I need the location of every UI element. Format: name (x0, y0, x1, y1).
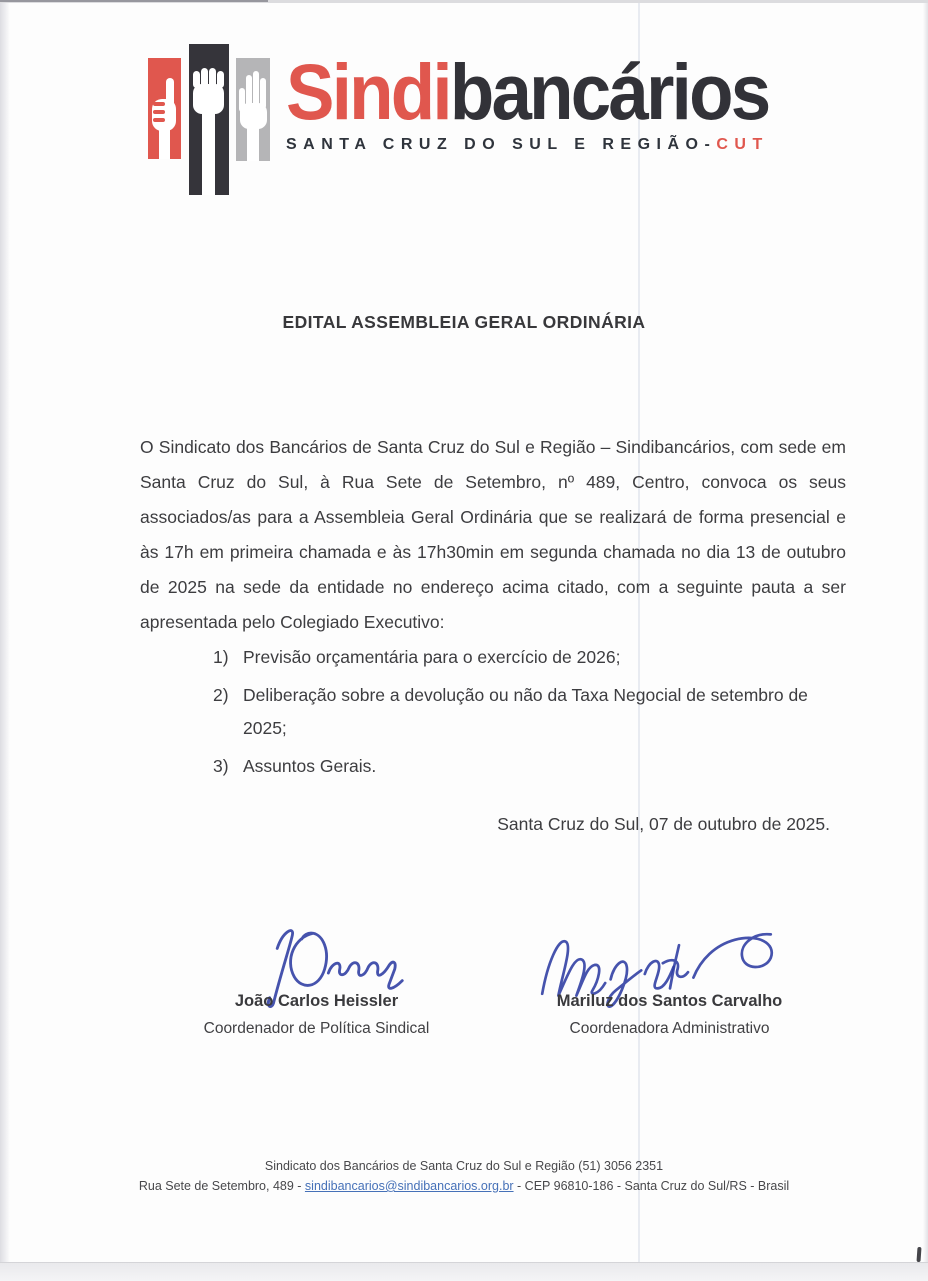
agenda-item-2 (213, 679, 847, 745)
brand-subtitle-separator: - (704, 136, 717, 153)
agenda-item-3 (213, 750, 847, 783)
agenda-item-1 (213, 641, 847, 674)
brand-subtitle (286, 136, 810, 154)
place-date-line: Santa Cruz do Sul, 07 de outubro de 2025. (497, 814, 830, 834)
scan-edge-right (923, 0, 928, 1280)
signature-right (493, 920, 846, 1038)
document-footer (0, 1156, 928, 1196)
footer-line1: Sindicato dos Bancários de Santa Cruz do Sul e Região (51) 3056 2351 (264, 1159, 664, 1173)
scan-edge-top-dark (0, 0, 268, 2)
footer-cep-city: - CEP 96810-186 - Santa Cruz do Sul/RS - Brasil (513, 1179, 790, 1193)
brand-part-bancarios: bancários (449, 47, 769, 136)
signer-role: Coordenadora Administrativo (569, 1020, 770, 1037)
brand-part-sindi: Sindi (286, 47, 450, 136)
agenda-item-number: 1) (213, 647, 229, 667)
signature-left (140, 920, 493, 1038)
signer-name: Mariluz dos Santos Carvalho (556, 992, 783, 1010)
brand-subtitle-region: SANTA CRUZ DO SUL E REGIÃO (286, 136, 705, 153)
brand-wordmark (286, 47, 769, 136)
footer-line2 (0, 1176, 928, 1196)
scan-edge-left (0, 0, 10, 1280)
signer-role: Coordenador de Política Sindical (203, 1020, 430, 1037)
raised-hands-logo-icon (146, 42, 276, 197)
agenda-item-text: Deliberação sobre a devolução ou não da Taxa Negocial de setembro de 2025; (243, 685, 808, 738)
signer-name: João Carlos Heissler (234, 992, 399, 1010)
logo-text (286, 47, 810, 154)
footer-email-link[interactable]: sindibancarios@sindibancarios.org.br (304, 1179, 514, 1193)
sindibancarios-logo (146, 42, 810, 197)
signature-block (140, 920, 846, 1038)
agenda-item-number: 2) (213, 685, 229, 705)
convocation-paragraph: O Sindicato dos Bancários de Santa Cruz do Sul e Região – Sindibancários, com sede em Santa Cruz do Sul, à Rua Sete de Setembro, nº 489, Centro, convoca os seus associados/as para a Assembleia Geral Ordinária que se realizará de forma presencial e às 17h em primeira chamada e às 17h30min em segunda chamada no dia 13 de outubro de 2025 na sede da entidade no endereço acima citado, com a seguinte pauta a ser apresentada pelo Colegiado Executivo: (140, 436, 846, 632)
agenda-item-text: Previsão orçamentária para o exercício de 2026; (243, 647, 621, 667)
agenda-list (213, 641, 847, 788)
agenda-item-number: 3) (213, 756, 229, 776)
agenda-item-text: Assuntos Gerais. (243, 756, 377, 776)
footer-address: Rua Sete de Setembro, 489 - (138, 1179, 305, 1193)
brand-subtitle-cut: CUT (716, 136, 769, 153)
document-title: EDITAL ASSEMBLEIA GERAL ORDINÁRIA (282, 312, 646, 332)
scan-edge-bottom (0, 1262, 928, 1281)
